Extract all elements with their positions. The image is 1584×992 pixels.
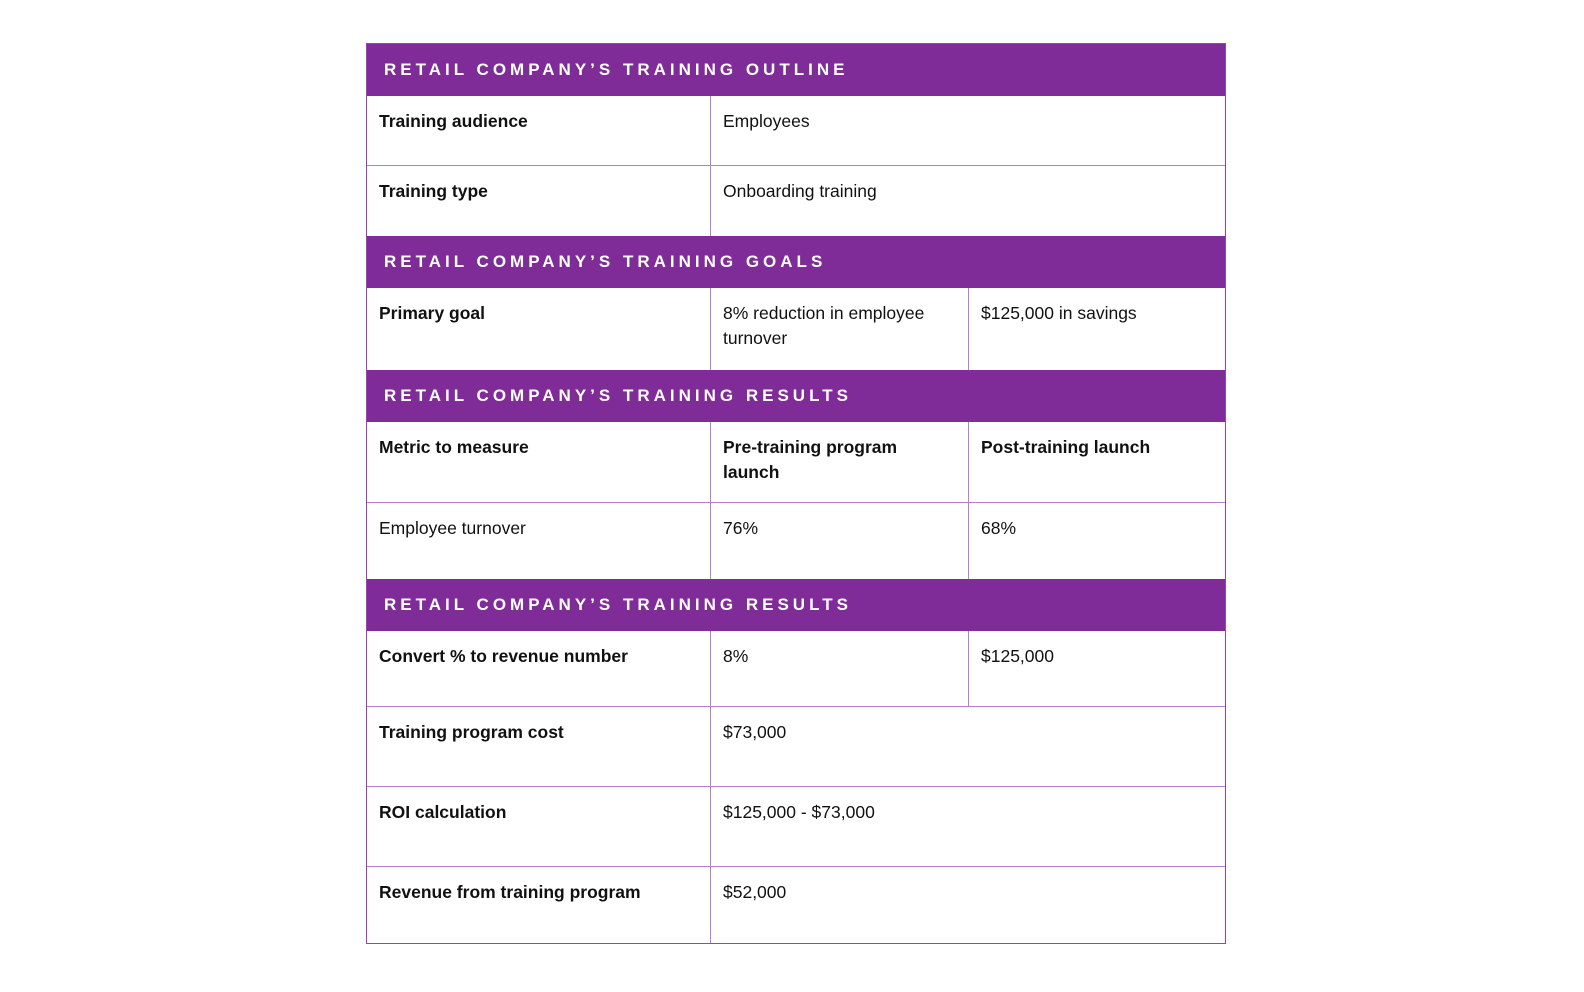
section-header-results: RETAIL COMPANY’S TRAINING RESULTS (367, 370, 1225, 422)
row-label: Convert % to revenue number (367, 631, 711, 706)
table-row (367, 503, 1225, 579)
row-label: Primary goal (367, 288, 711, 370)
row-value: 8% reduction in employee turnover (711, 288, 969, 370)
row-value: $73,000 (723, 722, 787, 742)
row-value: $125,000 - $73,000 (723, 802, 875, 822)
row-label: ROI calculation (367, 787, 711, 866)
column-header-metric: Metric to measure (367, 422, 711, 502)
section-header-outline: RETAIL COMPANY’S TRAINING OUTLINE (367, 44, 1225, 96)
row-label: Training program cost (367, 707, 711, 786)
table-row (367, 787, 1225, 867)
section-header-results-revenue: RETAIL COMPANY’S TRAINING RESULTS (367, 579, 1225, 631)
training-table (366, 43, 1226, 944)
table-row (367, 166, 1225, 236)
table-row (367, 96, 1225, 166)
section-header-goals: RETAIL COMPANY’S TRAINING GOALS (367, 236, 1225, 288)
metric-name: Employee turnover (367, 503, 711, 579)
column-header-post: Post-training launch (981, 437, 1151, 457)
row-value: $125,000 (981, 646, 1054, 666)
table-row (367, 707, 1225, 787)
table-row (367, 867, 1225, 943)
row-label: Training type (367, 166, 711, 236)
row-value: $125,000 in savings (981, 303, 1137, 323)
row-label: Revenue from training program (367, 867, 711, 943)
row-value: Employees (723, 111, 810, 131)
pre-value: 76% (711, 503, 969, 579)
row-value: Onboarding training (723, 181, 877, 201)
table-header-row (367, 422, 1225, 503)
row-value: 8% (711, 631, 969, 706)
row-label: Training audience (367, 96, 711, 165)
row-value: $52,000 (723, 882, 787, 902)
post-value: 68% (981, 518, 1017, 538)
column-header-pre: Pre-training program launch (711, 422, 969, 502)
table-row (367, 288, 1225, 370)
table-row (367, 631, 1225, 707)
